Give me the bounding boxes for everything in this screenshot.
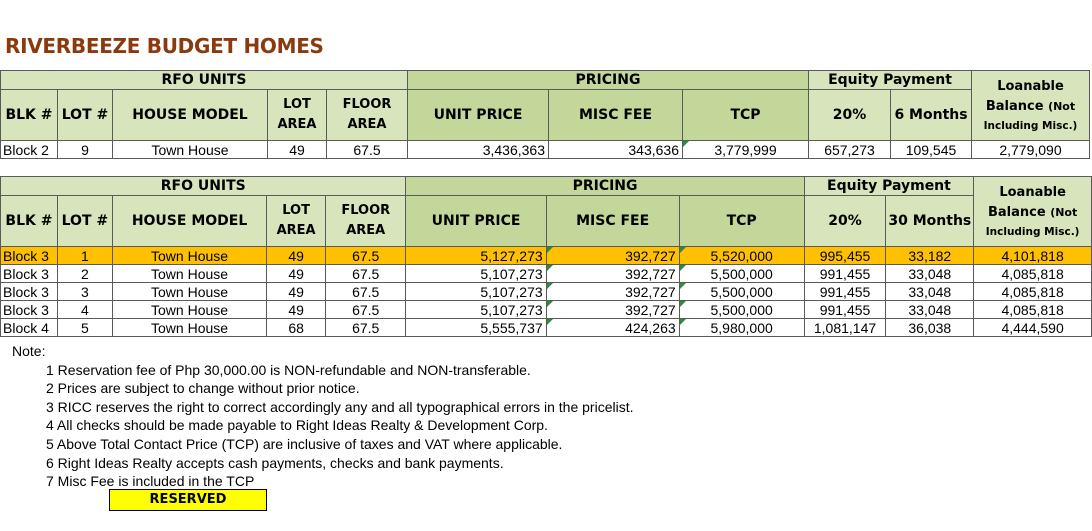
price-table-2 <box>0 176 1092 337</box>
cell-lot: 4 <box>57 301 112 319</box>
note-item: 6 Right Ideas Realty accepts cash payments, checks and bank payments. <box>46 454 504 471</box>
cell-lot: 2 <box>57 265 112 283</box>
cell-loanable: 2,779,090 <box>972 141 1090 159</box>
header-blk: BLK # <box>1 90 58 141</box>
cell-loanable: 4,085,818 <box>974 301 1092 319</box>
cell-loanable: 4,085,818 <box>974 265 1092 283</box>
cell-unit-price: 5,107,273 <box>406 301 546 319</box>
note-item: 1 Reservation fee of Php 30,000.00 is NON-refundable and NON-transferable. <box>46 361 531 378</box>
cell-floor-area: 67.5 <box>325 283 406 301</box>
cell-blk: Block 3 <box>1 283 58 301</box>
cell-floor-area: 67.5 <box>325 265 406 283</box>
reserved-legend: RESERVED <box>109 489 267 511</box>
group-rfo-units: RFO UNITS <box>1 71 408 90</box>
header-loanable-balance: Loanable Balance (Not Including Misc.) <box>972 71 1090 141</box>
cell-equity-20: 657,273 <box>809 141 891 159</box>
table-row-reserved <box>1 247 1092 265</box>
cell-house-model: Town House <box>112 265 266 283</box>
group-equity-payment: Equity Payment <box>804 177 974 196</box>
cell-misc-fee: 392,727 <box>546 283 679 301</box>
cell-misc-fee: 392,727 <box>546 247 679 265</box>
cell-lot: 5 <box>57 319 112 337</box>
cell-house-model: Town House <box>112 301 266 319</box>
cell-lot-area: 49 <box>268 141 327 159</box>
cell-lot-area: 49 <box>267 247 326 265</box>
table-row <box>1 265 1092 283</box>
cell-lot-area: 49 <box>267 265 326 283</box>
group-pricing: PRICING <box>406 177 804 196</box>
header-floor-area: FLOOR AREA <box>327 90 408 141</box>
cell-unit-price: 5,107,273 <box>406 265 546 283</box>
header-unit-price: UNIT PRICE <box>408 90 549 141</box>
cell-unit-price: 5,127,273 <box>406 247 546 265</box>
cell-unit-price: 5,555,737 <box>406 319 546 337</box>
cell-blk: Block 3 <box>1 301 58 319</box>
table-row <box>1 141 1090 159</box>
cell-loanable: 4,085,818 <box>974 283 1092 301</box>
cell-floor-area: 67.5 <box>327 141 408 159</box>
price-table-1 <box>0 70 1090 159</box>
header-lot: LOT # <box>57 196 112 247</box>
cell-tcp: 5,500,000 <box>679 283 804 301</box>
cell-floor-area: 67.5 <box>325 301 406 319</box>
header-monthly: 30 Months <box>886 196 974 247</box>
note-item: 7 Misc Fee is included in the TCP <box>46 473 255 490</box>
header-misc-fee: MISC FEE <box>546 196 679 247</box>
cell-lot-area: 49 <box>267 283 326 301</box>
cell-blk: Block 4 <box>1 319 58 337</box>
table-row <box>1 283 1092 301</box>
note-item: 4 All checks should be made payable to Right Ideas Realty & Development Corp. <box>46 417 548 434</box>
cell-house-model: Town House <box>113 141 268 159</box>
note-item: 5 Above Total Contact Price (TCP) are inclusive of taxes and VAT where applicable. <box>46 435 563 452</box>
notes-label: Note: <box>12 343 46 359</box>
cell-loanable: 4,101,818 <box>974 247 1092 265</box>
cell-floor-area: 67.5 <box>325 319 406 337</box>
cell-monthly: 109,545 <box>891 141 972 159</box>
notes-section <box>12 342 633 491</box>
cell-monthly: 33,048 <box>886 265 974 283</box>
cell-monthly: 33,182 <box>886 247 974 265</box>
header-blk: BLK # <box>1 196 58 247</box>
header-lot-area: LOT AREA <box>267 196 326 247</box>
cell-equity-20: 991,455 <box>804 301 886 319</box>
cell-lot: 1 <box>57 247 112 265</box>
cell-floor-area: 67.5 <box>325 247 406 265</box>
cell-loanable: 4,444,590 <box>974 319 1092 337</box>
cell-equity-20: 991,455 <box>804 265 886 283</box>
cell-equity-20: 991,455 <box>804 283 886 301</box>
cell-tcp: 5,520,000 <box>679 247 804 265</box>
group-rfo-units: RFO UNITS <box>1 177 406 196</box>
header-monthly: 6 Months <box>891 90 972 141</box>
header-tcp: TCP <box>683 90 809 141</box>
cell-lot: 3 <box>57 283 112 301</box>
cell-tcp: 5,500,000 <box>679 265 804 283</box>
note-item: 3 RICC reserves the right to correct accordingly any and all typographical errors in the pricelist. <box>46 398 634 415</box>
cell-misc-fee: 343,636 <box>549 141 683 159</box>
page-title: RIVERBEEZE BUDGET HOMES <box>5 34 324 58</box>
group-equity-payment: Equity Payment <box>809 71 972 90</box>
cell-unit-price: 3,436,363 <box>408 141 549 159</box>
header-lot-area: LOT AREA <box>268 90 327 141</box>
cell-monthly: 33,048 <box>886 301 974 319</box>
cell-blk: Block 3 <box>1 247 58 265</box>
header-lot: LOT # <box>58 90 113 141</box>
table-row <box>1 301 1092 319</box>
cell-lot-area: 49 <box>267 301 326 319</box>
header-20-percent: 20% <box>809 90 891 141</box>
header-house-model: HOUSE MODEL <box>113 90 268 141</box>
cell-equity-20: 995,455 <box>804 247 886 265</box>
cell-tcp: 5,500,000 <box>679 301 804 319</box>
note-item: 2 Prices are subject to change without prior notice. <box>46 380 360 397</box>
table-row <box>1 319 1092 337</box>
cell-unit-price: 5,107,273 <box>406 283 546 301</box>
cell-lot: 9 <box>58 141 113 159</box>
header-unit-price: UNIT PRICE <box>406 196 546 247</box>
cell-blk: Block 3 <box>1 265 58 283</box>
cell-blk: Block 2 <box>1 141 58 159</box>
header-20-percent: 20% <box>804 196 886 247</box>
table-body <box>1 247 1092 337</box>
cell-misc-fee: 424,263 <box>546 319 679 337</box>
header-loanable-balance: Loanable Balance (Not Including Misc.) <box>974 177 1092 247</box>
cell-monthly: 33,048 <box>886 283 974 301</box>
cell-house-model: Town House <box>112 319 266 337</box>
cell-misc-fee: 392,727 <box>546 265 679 283</box>
cell-equity-20: 1,081,147 <box>804 319 886 337</box>
cell-house-model: Town House <box>112 283 266 301</box>
cell-misc-fee: 392,727 <box>546 301 679 319</box>
cell-lot-area: 68 <box>267 319 326 337</box>
header-tcp: TCP <box>679 196 804 247</box>
group-pricing: PRICING <box>408 71 809 90</box>
cell-house-model: Town House <box>112 247 266 265</box>
header-misc-fee: MISC FEE <box>549 90 683 141</box>
cell-tcp: 3,779,999 <box>683 141 809 159</box>
header-house-model: HOUSE MODEL <box>112 196 266 247</box>
header-floor-area: FLOOR AREA <box>325 196 406 247</box>
cell-tcp: 5,980,000 <box>679 319 804 337</box>
cell-monthly: 36,038 <box>886 319 974 337</box>
